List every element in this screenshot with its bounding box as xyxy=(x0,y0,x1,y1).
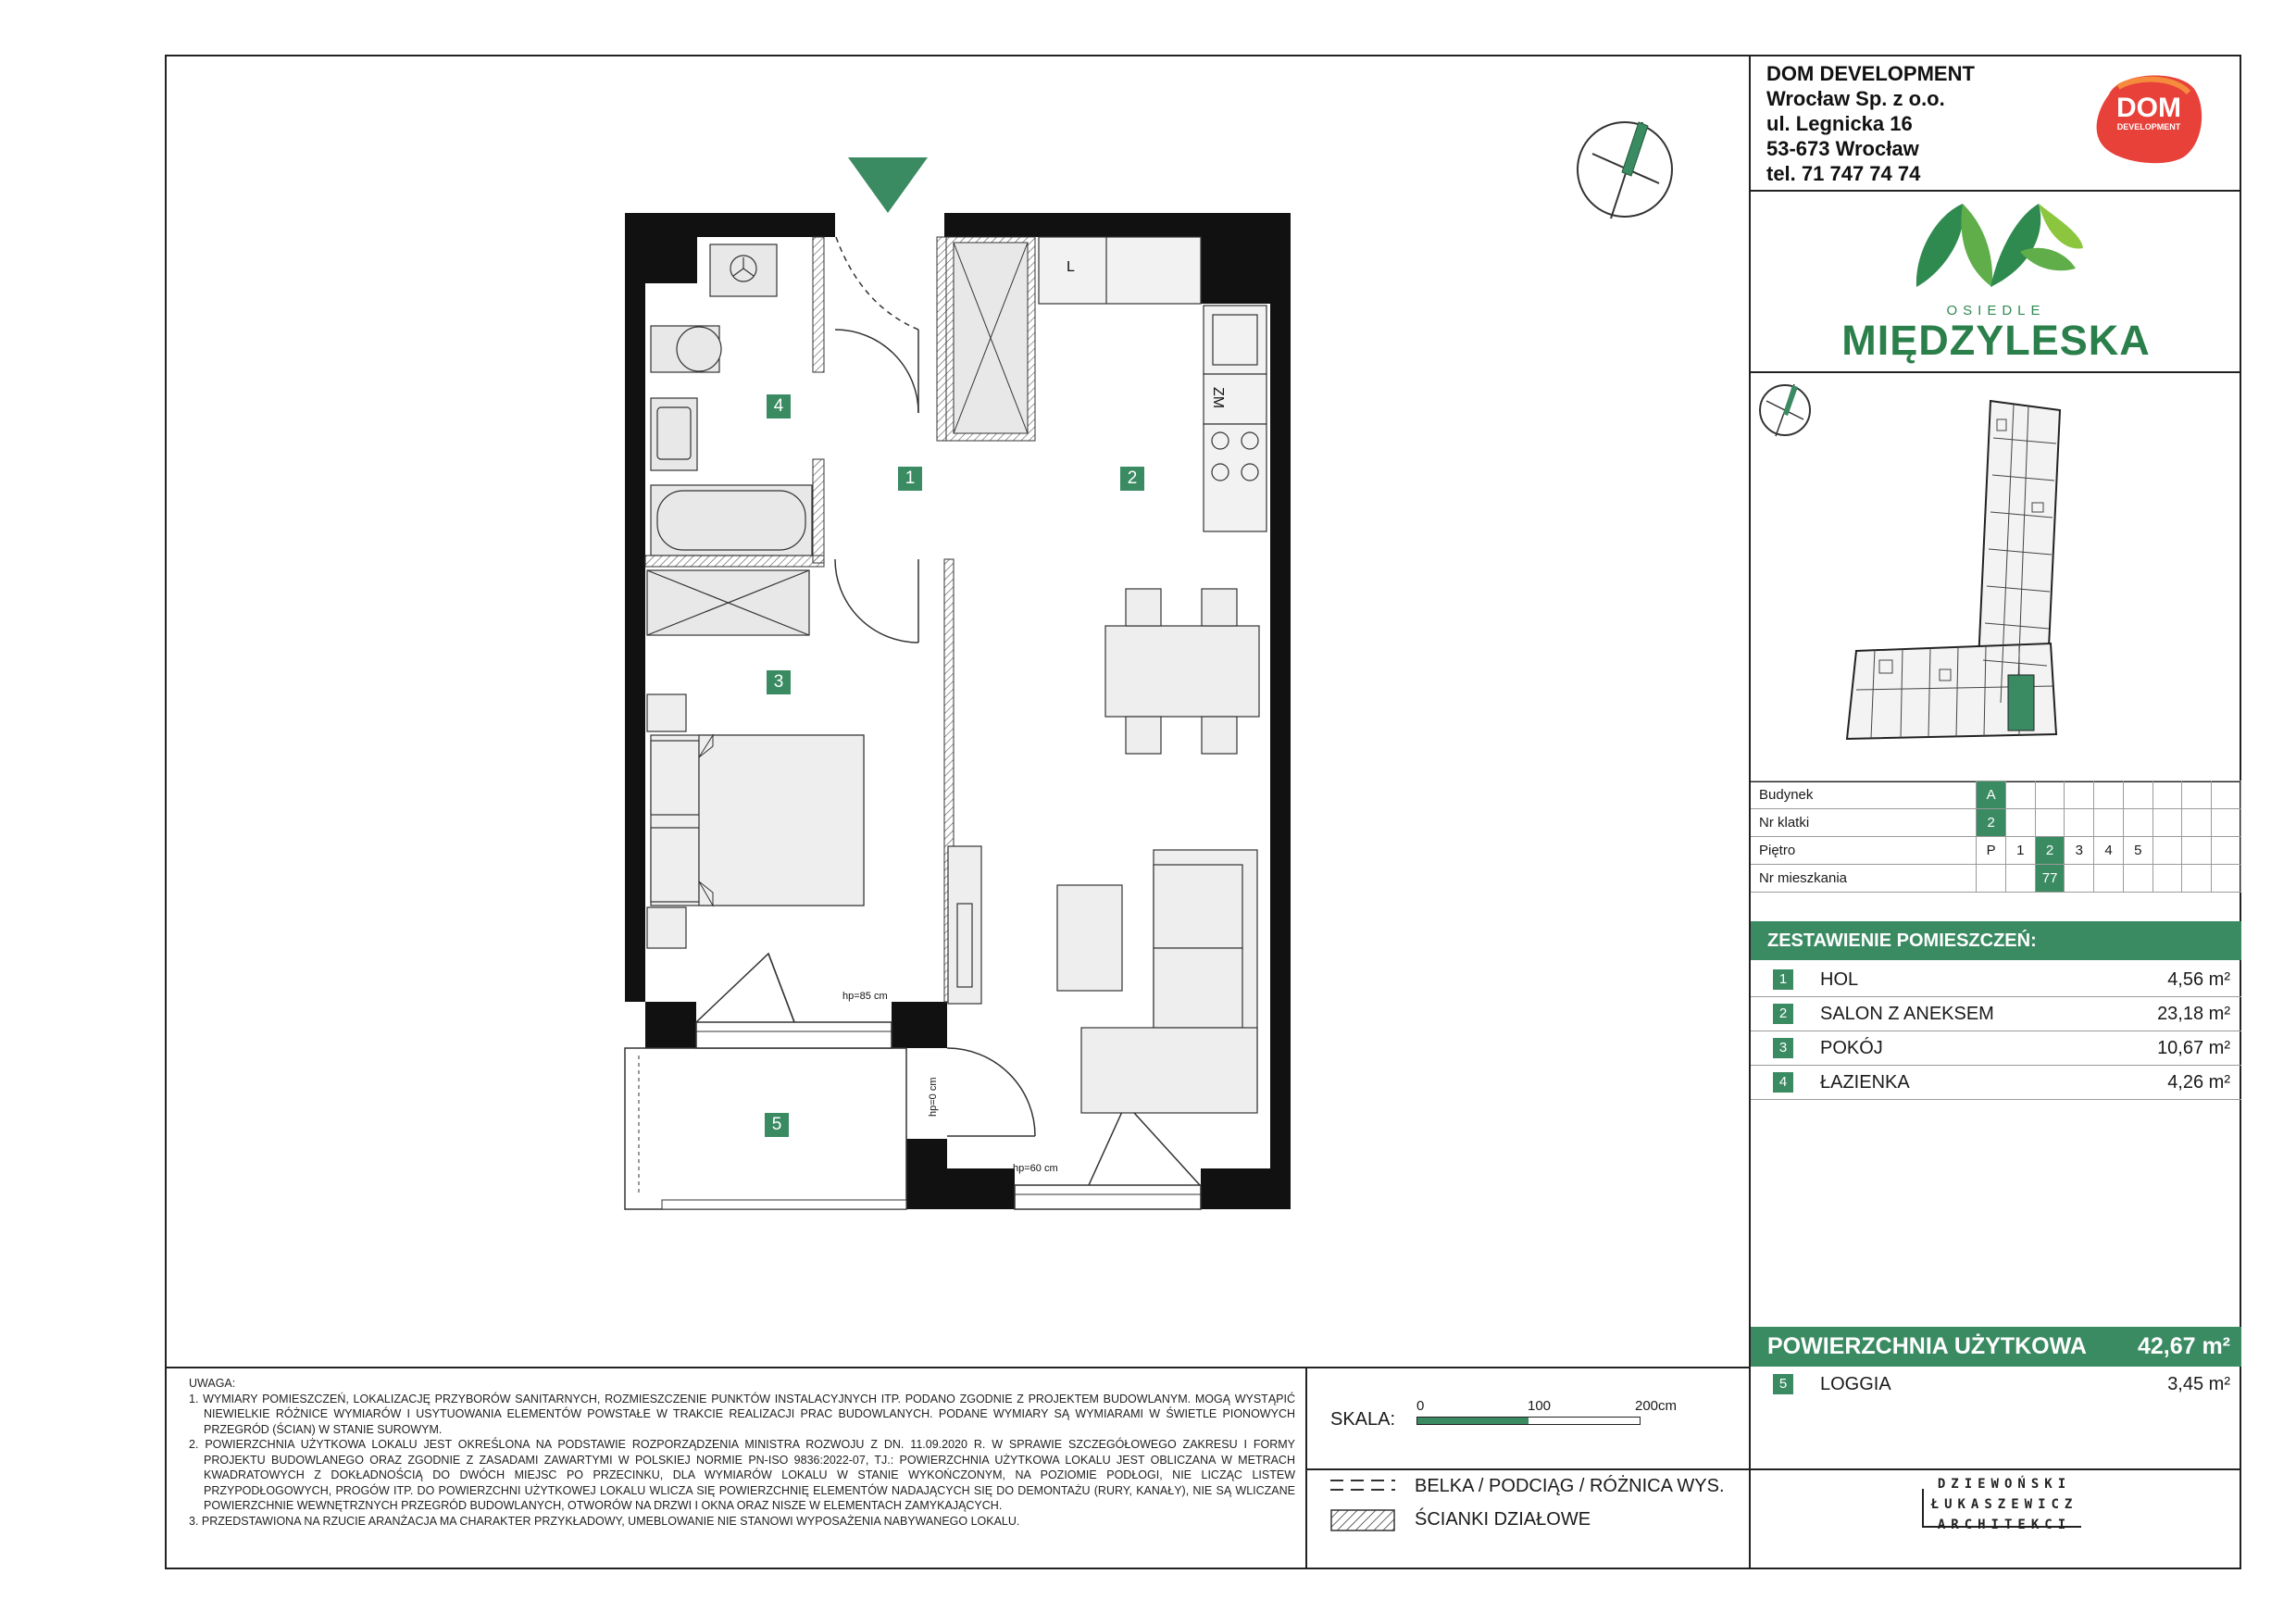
plan-room-label-1: 1 xyxy=(898,467,922,491)
room-number: 2 xyxy=(1773,1004,1793,1024)
company-divider xyxy=(1749,190,2241,192)
plan-note-hp85: hp=85 cm xyxy=(842,991,888,1002)
plan-note-l: L xyxy=(1067,259,1075,275)
info-cell xyxy=(2005,809,2035,837)
plan-room-label-3: 3 xyxy=(767,670,791,694)
info-cell xyxy=(2094,865,2124,893)
floor-plan xyxy=(593,148,1315,1231)
loggia-row xyxy=(1751,1368,2241,1401)
scale-bar-fill xyxy=(1417,1418,1529,1424)
room-name: POKÓJ xyxy=(1820,1038,1883,1058)
loggia-area: 3,45 m² xyxy=(2167,1374,2230,1394)
brand-subtitle: OSIEDLE xyxy=(1946,303,2046,319)
building-keyplan xyxy=(1838,392,2097,743)
info-cell xyxy=(2065,865,2094,893)
plan-room-label-2: 2 xyxy=(1120,467,1144,491)
partition-hatch-icon xyxy=(1330,1509,1395,1531)
company-subsidiary: Wrocław Sp. z o.o. xyxy=(1766,87,1945,110)
architect-line-1: DZIEWOŃSKI xyxy=(1937,1477,2072,1492)
room-row xyxy=(1751,1066,2241,1100)
info-cell xyxy=(2212,837,2241,865)
brand-title: MIĘDZYLESKA xyxy=(1841,317,2151,364)
info-cell xyxy=(2152,809,2182,837)
info-cell xyxy=(2152,781,2182,809)
room-name: ŁAZIENKA xyxy=(1820,1072,1910,1093)
total-area-bar xyxy=(1751,1327,2241,1367)
info-row-label: Budynek xyxy=(1751,781,1977,809)
brand-divider xyxy=(1749,371,2241,373)
info-row xyxy=(1751,781,2241,809)
architect-stamp-bracket xyxy=(1922,1489,2081,1528)
info-row-label: Piętro xyxy=(1751,837,1977,865)
total-area-value: 42,67 m² xyxy=(2137,1333,2230,1359)
footer-divider xyxy=(165,1367,1750,1368)
rooms-section-header: ZESTAWIENIE POMIESZCZEŃ: xyxy=(1751,921,2241,960)
room-name: HOL xyxy=(1820,969,1859,990)
note-item: 2. POWIERZCHNIA UŻYTKOWA LOKALU JEST OKREŚLONA NA PODSTAWIE ROZPORZĄDZENIA MINISTRA ROZWOJU Z DN. 11.09.2020 R. W SPRAWIE SZCZEGÓŁOWEGO ZAKRESU I FORMY PROJEKTU BUDOWLANEGO ORAZ ZGODNIE Z ZASADAMI ZAWARTYMI W POLSKIEJ NORMIE PN-ISO 9836:2022-07, TJ.: POWIERZCHNIA UŻYTKOWA LOKALU JEST OBLICZANA W METRACH KWADRATOWYCH Z DOKŁADNOŚCIĄ DO DWÓCH MIEJSC PO PRZECINKU, DLA WYMIARÓW LOKALU W STANIE WYKOŃCZONYM, NA POZIOMIE PODŁOGI, NIE LICZĄC LISTEW PRZYPODŁOGOWYCH, PROGÓW ITP. DO POWIERZCHNI UŻYTKOWEJ LOKALU WLICZA SIĘ POWIERZCHNIĘ ELEMENTÓW NADAJĄCYCH SIĘ DO DEMONTAŻU (RURY, KANAŁY), NIE SĄ WLICZANE POWIERZCHNIE WEWNĘTRZNYCH PRZEGRÓD BUDOWLANYCH, OTWORÓW NA DRZWI I OKNA ORAZ NISZE W ELEMENTACH ZAMYKAJĄCYCH. xyxy=(189,1438,1295,1512)
info-cell xyxy=(2212,865,2241,893)
info-cell: 4 xyxy=(2094,837,2124,865)
info-cell: P xyxy=(1977,837,2006,865)
room-row xyxy=(1751,997,2241,1031)
room-area: 10,67 m² xyxy=(2157,1038,2230,1058)
scale-label: SKALA: xyxy=(1330,1409,1396,1430)
info-row xyxy=(1751,837,2241,865)
plan-room-label-4: 4 xyxy=(767,394,791,418)
room-number: 1 xyxy=(1773,969,1793,990)
info-cell xyxy=(2152,837,2182,865)
legend-divider xyxy=(1305,1468,1750,1470)
info-cell xyxy=(2123,781,2152,809)
info-cell xyxy=(2065,809,2094,837)
info-cell: 2 xyxy=(1977,809,2006,837)
info-cell xyxy=(1977,865,2006,893)
info-cell: 5 xyxy=(2123,837,2152,865)
plan-note-hp60: hp=60 cm xyxy=(1013,1163,1058,1174)
room-number: 3 xyxy=(1773,1038,1793,1058)
apartment-info-table xyxy=(1751,781,2241,893)
info-cell xyxy=(2005,865,2035,893)
company-street: ul. Legnicka 16 xyxy=(1766,112,1913,135)
info-cell xyxy=(2182,781,2212,809)
info-cell xyxy=(2035,809,2065,837)
beam-dashed-line-icon xyxy=(1330,1478,1395,1493)
info-cell xyxy=(2212,809,2241,837)
note-item: 3. PRZEDSTAWIONA NA RZUCIE ARANŻACJA MA CHARAKTER PRZYKŁADOWY, UMEBLOWANIE NIE STANOWI WYPOSAŻENIA NABYWANEGO LOKALU. xyxy=(189,1514,1020,1528)
info-cell: A xyxy=(1977,781,2006,809)
scale-tick-100: 100 xyxy=(1528,1398,1552,1414)
room-name: SALON Z ANEKSEM xyxy=(1820,1004,1994,1024)
company-city: 53-673 Wrocław xyxy=(1766,137,1919,160)
info-cell xyxy=(2094,781,2124,809)
company-name: DOM DEVELOPMENT xyxy=(1766,62,1975,85)
room-area: 4,26 m² xyxy=(2167,1072,2230,1093)
room-row xyxy=(1751,963,2241,997)
logo-subtext: DEVELOPMENT xyxy=(2116,122,2181,131)
info-cell xyxy=(2152,865,2182,893)
info-cell xyxy=(2182,809,2212,837)
info-cell: 2 xyxy=(2035,837,2065,865)
keyplan-compass-icon xyxy=(1757,382,1813,438)
plan-room-label-5: 5 xyxy=(765,1113,789,1137)
company-phone: tel. 71 747 74 74 xyxy=(1766,162,1921,185)
info-cell xyxy=(2123,865,2152,893)
note-item: 1. WYMIARY POMIESZCZEŃ, LOKALIZACJĘ PRZYBORÓW SANITARNYCH, ROZMIESZCZENIE PUNKTÓW INSTALACYJNYCH ITP. PODANO ZGODNIE Z PROJEKTEM BUDOWLANYM. MOGĄ WYSTĄPIĆ NIEWIELKIE RÓŻNICE WYMIARÓW I USYTUOWANIA ELEMENTÓW POWSTAŁE W TRAKCIE REALIZACJI PRAC BUDOWLANYCH. PODANE WYMIARY SĄ WYMIARAMI W ŚWIETLE PIONOWYCH PRZEGRÓD (ŚCIAN) W STANIE SUROWYM. xyxy=(189,1392,1295,1436)
architect-line-2: ŁUKASZEWICZ xyxy=(1930,1497,2078,1512)
logo-text: DOM xyxy=(2116,93,2181,123)
north-compass-icon xyxy=(1574,119,1676,220)
room-row xyxy=(1751,1031,2241,1066)
plan-note-zm: ZM xyxy=(1210,387,1226,409)
info-row-label: Nr mieszkania xyxy=(1751,865,1977,893)
architect-line-3: ARCHITEKCI xyxy=(1937,1518,2072,1532)
legend-beam-label: BELKA / PODCIĄG / RÓŻNICA WYS. xyxy=(1415,1476,1725,1496)
room-area: 23,18 m² xyxy=(2157,1004,2230,1024)
loggia-divider xyxy=(1749,1468,2241,1470)
info-row-label: Nr klatki xyxy=(1751,809,1977,837)
notes-title: UWAGA: xyxy=(189,1377,236,1390)
scale-bar xyxy=(1416,1417,1641,1425)
info-cell xyxy=(2035,781,2065,809)
info-cell xyxy=(2123,809,2152,837)
scale-tick-200: 200cm xyxy=(1635,1398,1678,1414)
plan-note-hp0: hp=0 cm xyxy=(928,1077,939,1117)
loggia-name: LOGGIA xyxy=(1820,1374,1891,1394)
info-row xyxy=(1751,865,2241,893)
room-area: 4,56 m² xyxy=(2167,969,2230,990)
total-area-label: POWIERZCHNIA UŻYTKOWA xyxy=(1767,1333,2087,1359)
loggia-number: 5 xyxy=(1773,1374,1793,1394)
info-cell xyxy=(2065,781,2094,809)
info-cell: 3 xyxy=(2065,837,2094,865)
info-cell: 1 xyxy=(2005,837,2035,865)
info-cell: 77 xyxy=(2035,865,2065,893)
info-row xyxy=(1751,809,2241,837)
company-address xyxy=(1766,61,1975,186)
osiedle-leaf-logo-icon xyxy=(1909,196,2085,291)
room-number: 4 xyxy=(1773,1072,1793,1093)
info-cell xyxy=(2212,781,2241,809)
info-cell xyxy=(2094,809,2124,837)
info-cell xyxy=(2182,837,2212,865)
scale-tick-0: 0 xyxy=(1416,1398,1425,1414)
info-cell xyxy=(2005,781,2035,809)
notes-block xyxy=(189,1376,1295,1529)
info-cell xyxy=(2182,865,2212,893)
legend-partition-label: ŚCIANKI DZIAŁOWE xyxy=(1415,1509,1591,1530)
